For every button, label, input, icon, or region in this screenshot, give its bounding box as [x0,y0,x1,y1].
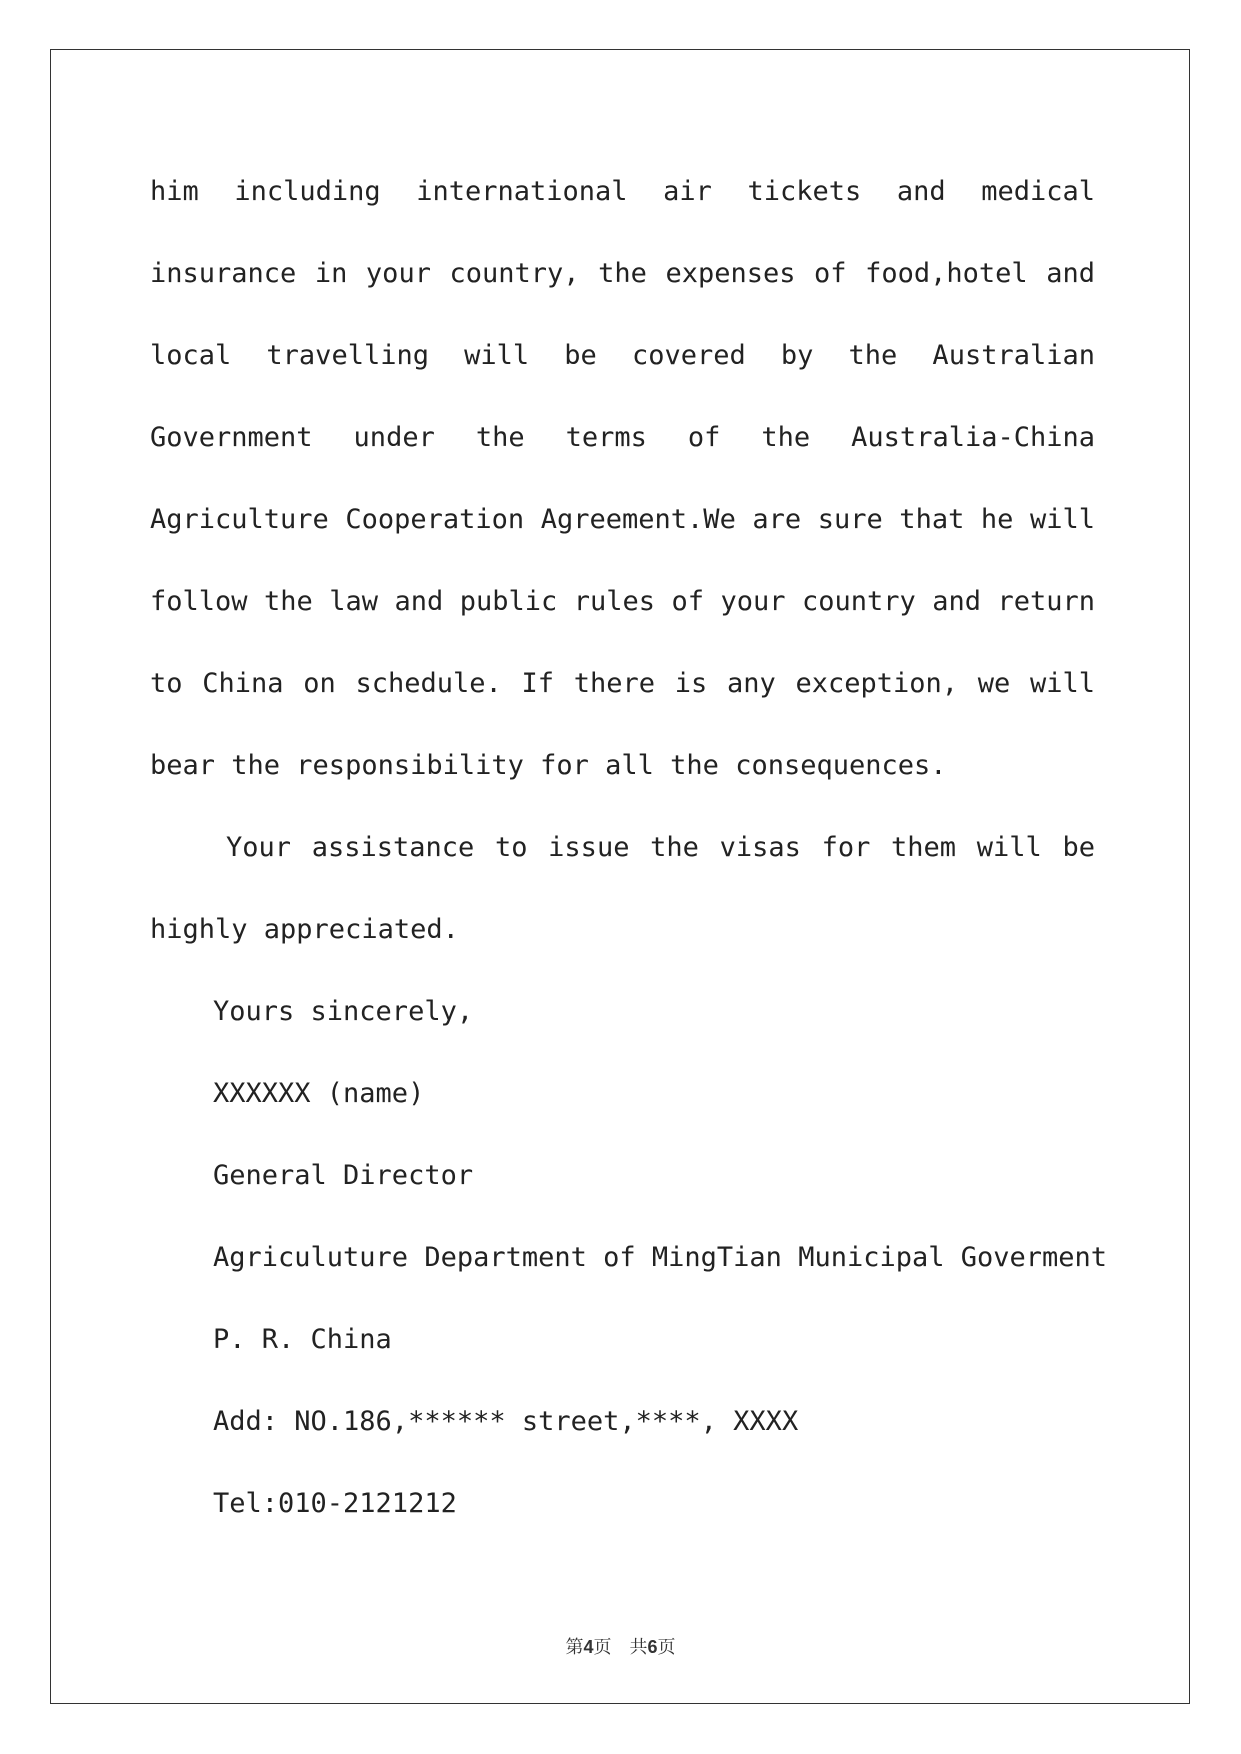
signatory-name: XXXXXX (name) [213,1078,425,1109]
body-line-8: bear the responsibility for all the consequences. [150,750,947,781]
letter-body [150,151,1095,971]
signatory-address: Add: NO.186,****** street,****, XXXX [213,1406,799,1437]
footer-page-current: 4 [583,1637,594,1657]
body-line-5: Agriculture Cooperation Agreement.We are sure that he will [150,504,1095,535]
body-line-2: insurance in your country, the expenses of food,hotel and [150,258,1095,289]
paragraph-2-line-1: Your assistance to issue the visas for them will be [226,832,1095,863]
footer-total-prefix: 共 [629,1637,648,1658]
footer-page-unit: 页 [593,1637,612,1658]
signatory-country: P. R. China [213,1324,392,1355]
signatory-organization: Agriculuture Department of MingTian Municipal Goverment [213,1242,1108,1273]
body-line-1: him including international air tickets and medical [150,176,1095,207]
body-line-3: local travelling will be covered by the Australian [150,340,1095,371]
signatory-tel: Tel:010-2121212 [213,1488,457,1519]
page-footer [0,1633,1241,1659]
closing-salutation: Yours sincerely, [213,996,474,1027]
footer-page-total: 6 [647,1637,658,1657]
footer-total-unit: 页 [657,1637,676,1658]
signatory-title: General Director [213,1160,474,1191]
footer-prefix: 第 [565,1637,584,1658]
body-line-4: Government under the terms of the Australia-China [150,422,1095,453]
body-line-7: to China on schedule. If there is any exception, we will [150,668,1095,699]
body-line-6: follow the law and public rules of your country and return [150,586,1095,617]
paragraph-2-line-2: highly appreciated. [150,914,459,945]
closing-block [213,971,1107,1545]
